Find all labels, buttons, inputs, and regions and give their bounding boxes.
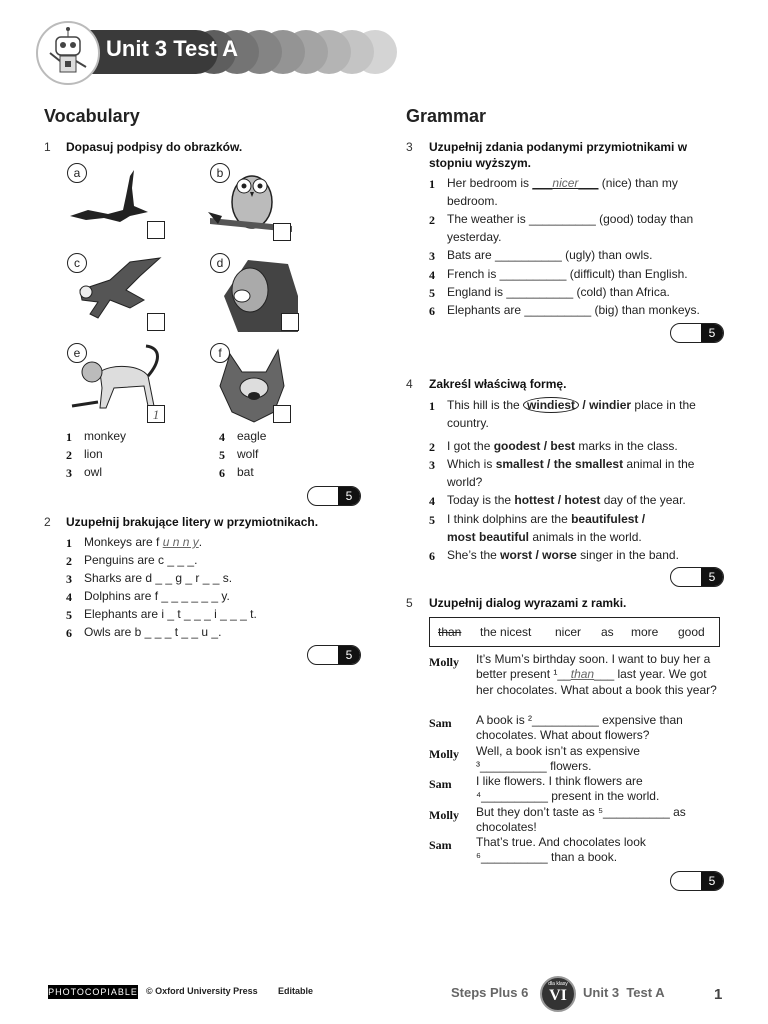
sentence[interactable]: This hill is the windiest / windier place in the country. <box>447 398 696 430</box>
word-option: nicer <box>555 625 582 639</box>
sample-answer: u n n y <box>162 535 199 549</box>
class-emblem: dla klasy VI <box>540 976 576 1012</box>
dialog-line[interactable]: I like flowers. I think flowers are ⁴__________ present in the world. <box>476 774 660 804</box>
sentence[interactable]: England is __________ (cold) than Africa. <box>447 285 670 299</box>
answer-box[interactable] <box>281 313 299 331</box>
page-number: 1 <box>714 986 723 1003</box>
picture-label: f <box>210 343 230 363</box>
answer-box[interactable] <box>273 223 291 241</box>
item-number: 3 <box>429 458 435 472</box>
word-option: more <box>631 625 659 639</box>
sentence[interactable]: Bats are __________ (ugly) than owls. <box>447 248 653 262</box>
item-number: 6 <box>429 304 435 318</box>
speaker: Molly <box>429 808 459 822</box>
sentence[interactable]: I think dolphins are the beautifulest / most beautiful animals in the world. <box>447 512 646 544</box>
grammar-heading: Grammar <box>406 106 487 126</box>
dialog-line[interactable]: A book is ²__________ expensive than chocolates. What about flowers? <box>476 713 683 743</box>
item-number: 4 <box>429 268 435 282</box>
item-number: 1 <box>429 177 435 191</box>
item-number: 1 <box>66 536 72 550</box>
word-option: good <box>678 625 705 639</box>
answer-box[interactable]: 1 <box>147 405 165 423</box>
sentence[interactable]: Penguins are c _ _ _. <box>84 553 198 567</box>
sentence[interactable]: Which is smallest / the smallest animal in the world? <box>447 457 695 489</box>
dialog-line[interactable]: That’s true. And chocolates look ⁶__________ than a book. <box>476 835 646 865</box>
word-option: as <box>601 625 614 639</box>
speaker: Molly <box>429 747 459 761</box>
exercise-instruction: Uzupełnij brakujące litery w przymiotnikach. <box>66 515 319 529</box>
item-number: 2 <box>429 440 435 454</box>
item-number: 3 <box>66 466 72 480</box>
sample-answer: nicer <box>552 176 579 190</box>
series-title: Steps Plus 6 <box>451 985 529 1000</box>
sentence: Her bedroom is ___nicer___ (nice) than my bedroom. <box>447 176 678 208</box>
word-box <box>429 617 720 647</box>
sentence[interactable]: I got the goodest / best marks in the class. <box>447 439 678 453</box>
photocopiable-badge: PHOTOCOPIABLE <box>48 987 138 997</box>
exercise-instruction: Zakreśl właściwą formę. <box>429 377 567 391</box>
word: wolf <box>237 447 259 461</box>
speaker: Sam <box>429 716 452 730</box>
item-number: 3 <box>429 249 435 263</box>
word: owl <box>84 465 103 479</box>
dialog-line[interactable]: It’s Mum’s birthday soon. I want to buy her a better present ¹__than___ last year. We got her chocolates. What about a book this year? <box>476 652 717 697</box>
exercise-number: 4 <box>406 377 413 391</box>
exercise-instruction: Dopasuj podpisy do obrazków. <box>66 140 243 154</box>
speaker: Sam <box>429 777 452 791</box>
dialog-line[interactable]: Well, a book isn’t as expensive ³__________ flowers. <box>476 744 640 774</box>
word: monkey <box>84 429 127 443</box>
exercise-number: 5 <box>406 596 413 610</box>
robot-logo-icon <box>36 21 100 85</box>
answer-box[interactable] <box>147 221 165 239</box>
sentence[interactable]: Elephants are i _ t _ _ _ i _ _ _ t. <box>84 607 257 621</box>
item-number: 6 <box>66 626 72 640</box>
picture-label: e <box>67 343 87 363</box>
score-box[interactable]: 5 <box>670 871 724 891</box>
picture-label: c <box>67 253 87 273</box>
speaker: Molly <box>429 655 459 669</box>
sample-answer: than <box>570 667 595 682</box>
unit-label: Unit 3 Test A <box>583 985 665 1000</box>
item-number: 1 <box>66 430 72 444</box>
copyright: © Oxford University Press <box>146 986 258 996</box>
speaker: Sam <box>429 838 452 852</box>
item-number: 2 <box>429 213 435 227</box>
item-number: 5 <box>429 513 435 527</box>
editable-label: Editable <box>278 986 314 996</box>
monkey-picture <box>70 342 166 412</box>
answer-box[interactable] <box>147 313 165 331</box>
sentence[interactable]: Sharks are d _ _ g _ r _ _ s. <box>84 571 233 585</box>
word: eagle <box>237 429 267 443</box>
word: lion <box>84 447 103 461</box>
word: bat <box>237 465 254 479</box>
item-number: 5 <box>66 608 72 622</box>
item-number: 6 <box>219 466 225 480</box>
sentence[interactable]: Elephants are __________ (big) than monkeys. <box>447 303 700 317</box>
item-number: 1 <box>429 399 435 413</box>
score-box[interactable]: 5 <box>307 486 361 506</box>
item-number: 2 <box>66 554 72 568</box>
bat-picture <box>68 166 158 228</box>
item-number: 3 <box>66 572 72 586</box>
page-title: Unit 3 Test A <box>106 36 239 61</box>
sentence[interactable]: She’s the worst / worse singer in the band. <box>447 548 679 562</box>
item-number: 5 <box>219 448 225 462</box>
picture-label: d <box>210 253 230 273</box>
circled-answer: windiest <box>523 397 579 413</box>
sentence[interactable]: Owls are b _ _ _ t _ _ u _. <box>84 625 222 639</box>
word-option: than <box>438 625 462 639</box>
score-box[interactable]: 5 <box>670 323 724 343</box>
item-number: 5 <box>429 286 435 300</box>
exercise-instruction: Uzupełnij dialog wyrazami z ramki. <box>429 596 627 610</box>
exercise-number: 1 <box>44 140 51 154</box>
sentence[interactable]: Dolphins are f _ _ _ _ _ _ y. <box>84 589 230 603</box>
item-number: 6 <box>429 549 435 563</box>
exercise-number: 2 <box>44 515 51 529</box>
item-number: 2 <box>66 448 72 462</box>
item-number: 4 <box>66 590 72 604</box>
picture-label: b <box>210 163 230 183</box>
item-number: 4 <box>429 494 435 508</box>
word-option: the nicest <box>480 625 532 639</box>
sentence[interactable]: Today is the hottest / hotest day of the year. <box>447 493 686 507</box>
sentence[interactable]: The weather is __________ (good) today than yesterday. <box>447 212 694 244</box>
picture-label: a <box>67 163 87 183</box>
vocabulary-heading: Vocabulary <box>44 106 140 126</box>
sentence[interactable]: French is __________ (difficult) than English. <box>447 267 688 281</box>
answer-box[interactable] <box>273 405 291 423</box>
exercise-instruction: Uzupełnij zdania podanymi przymiotnikami w stopniu wyższym. <box>429 140 688 170</box>
score-box[interactable]: 5 <box>670 567 724 587</box>
score-box[interactable]: 5 <box>307 645 361 665</box>
item-number: 4 <box>219 430 225 444</box>
sentence: Monkeys are f u n n y. <box>84 535 203 549</box>
exercise-number: 3 <box>406 140 413 154</box>
dialog-line[interactable]: But they don’t taste as ⁵__________ as chocolates! <box>476 805 686 835</box>
